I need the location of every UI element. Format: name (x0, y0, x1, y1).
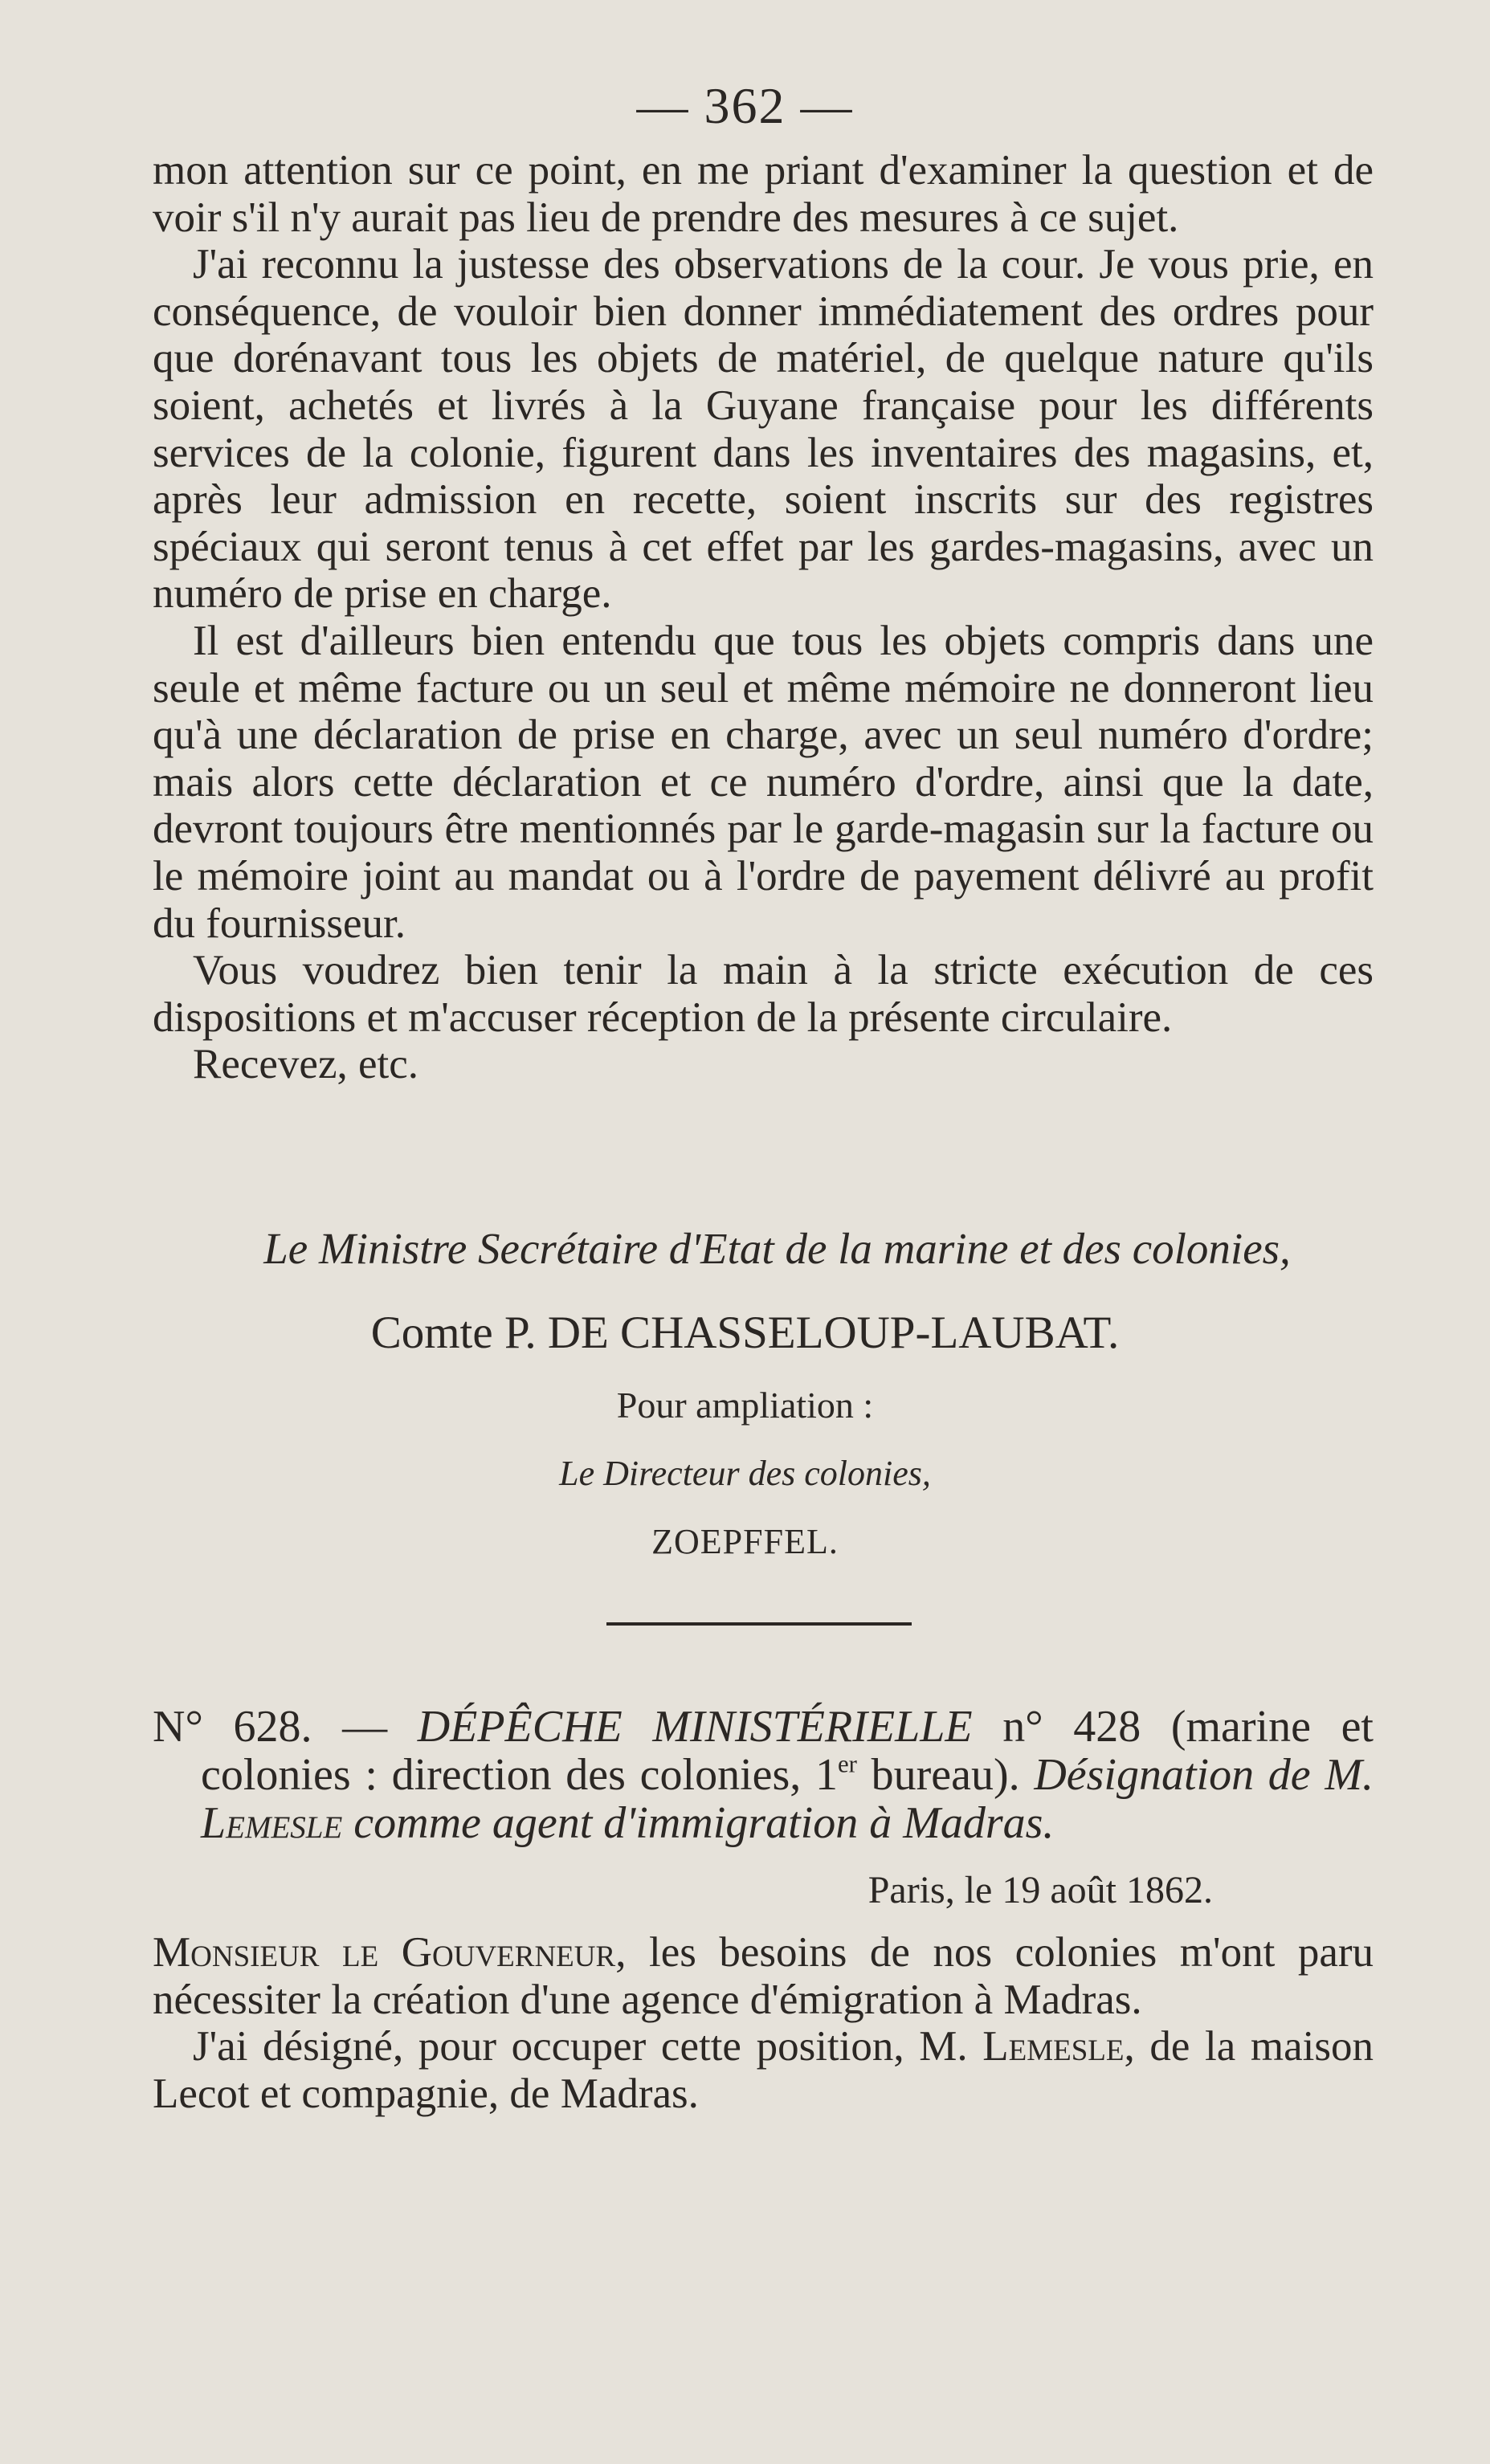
circular-body (153, 147, 1374, 1088)
despatch-title: DÉPÊCHE MINISTÉRIELLE (417, 1702, 973, 1752)
ordinal-superscript: er (837, 1750, 857, 1778)
despatch-paragraph-2: J'ai désigné, pour occuper cette position, M. Lemesle, de la maison Lecot et compagnie, de Madras. (153, 2023, 1374, 2117)
despatch-reference-end: bureau). (856, 1750, 1035, 1800)
closing-formula: Recevez, etc. (193, 1041, 418, 1088)
section-divider (606, 1622, 912, 1626)
minister-title: Le Ministre Secrétaire d'Etat de la marine et des colonies, (263, 1224, 1291, 1273)
body-paragraph-1: mon attention sur ce point, en me priant d'examiner la question et de voir s'il n'y aurait pas lieu de prendre des mesures à ce sujet. (153, 147, 1374, 241)
ampliation-label: Pour ampliation : (616, 1385, 874, 1426)
salutation: Monsieur le Gouverneur (153, 1929, 616, 1976)
despatch-number: N° 628. — (153, 1702, 418, 1752)
dateline: Paris, le 19 août 1862. (867, 1869, 1213, 1911)
body-paragraph-2: J'ai reconnu la justesse des observations de la cour. Je vous prie, en conséquence, de vouloir bien donner immédiatement des ordres pour que dorénavant tous les objets de matériel, de quelque nature qu'ils soient, achetés et livrés à la Guyane française pour les différents services de la colonie, figurent dans les inventaires des magasins, et, après leur admission en recette, soient inscrits sur des registres spéciaux qui seront tenus à cet effet par les gardes-magasins, avec un numéro de prise en charge. (153, 241, 1374, 618)
agent-name: Lemesle (982, 2023, 1125, 2070)
despatch-subject: Désignation de M. Lemesle comme agent d'immigration à Madras. (201, 1750, 1374, 1848)
director-name: ZOEPFFEL. (651, 1522, 839, 1561)
body-paragraph-3: Il est d'ailleurs bien entendu que tous les objets compris dans une seule et même facture ou un seul et même mémoire ne donneront lieu qu'à une déclaration de prise en charge, avec un seul numéro d'ordre; mais alors cette déclaration et ce numéro d'ordre, ainsi que la date, devront toujours être mentionnés par le garde-magasin sur la facture ou le mémoire joint au mandat ou à l'ordre de payement délivré au profit du fournisseur. (153, 617, 1374, 947)
subject-name: Lemesle (201, 1798, 343, 1848)
despatch-paragraph-1: Monsieur le Gouverneur, les besoins de nos colonies m'ont paru nécessiter la création d'une agence d'émigration à Madras. (153, 1929, 1374, 2023)
body-paragraph-4: Vous voudrez bien tenir la main à la stricte exécution de ces dispositions et m'accuser réception de la présente circulaire. (153, 947, 1374, 1041)
page-number: — 362 — (636, 77, 854, 134)
minister-name: Comte P. DE CHASSELOUP-LAUBAT. (370, 1307, 1120, 1358)
despatch-section (153, 1703, 1374, 2117)
despatch-heading (153, 1703, 1374, 1847)
director-title: Le Directeur des colonies, (559, 1454, 931, 1493)
despatch-reference: n° 428 (marine et colonies : direction des colonies, 1 (201, 1702, 1374, 1800)
